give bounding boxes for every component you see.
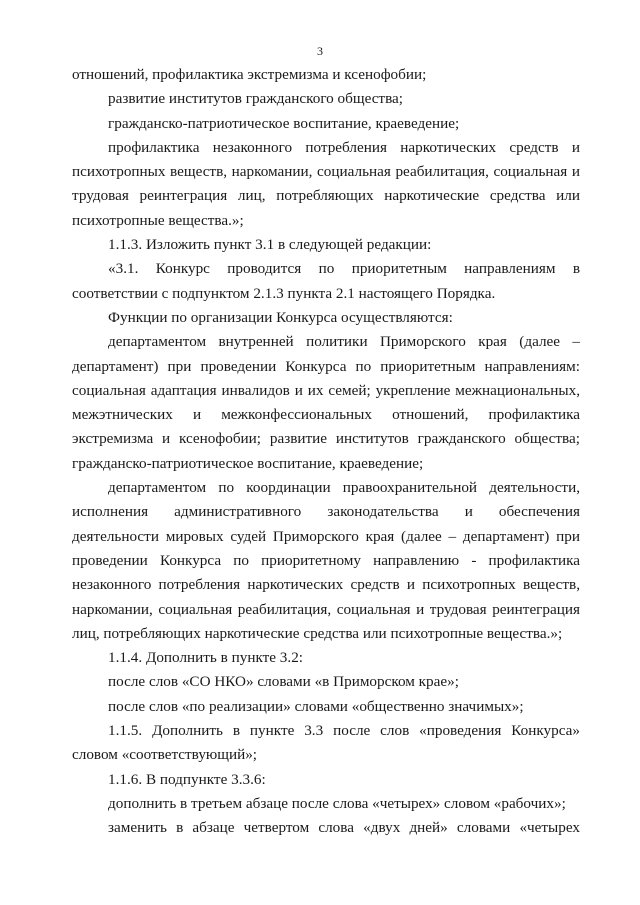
paragraph-14: 1.1.6. В подпункте 3.3.6: <box>108 770 266 788</box>
paragraph-13: 1.1.5. Дополнить в пункте 3.3 после слов «проведения Конкурса» словом «соответствующий»; <box>72 722 580 764</box>
paragraph-9: департаментом по координации правоохранительной деятельности, исполнения административного законодательства и обеспечения деятельности мировых судей Приморского края (далее – департамент) при проведении Конкурса по приоритетному направлению - профилактика незаконного потребления наркотических средств и психотропных веществ, наркомании, социальная реабилитация, социальная и трудовая реинтеграция лиц, потребляющих наркотические средства или психотропные вещества.»; <box>72 479 580 642</box>
paragraph-12: после слов «по реализации» словами «общественно значимых»; <box>108 697 524 715</box>
paragraph-6: «3.1. Конкурс проводится по приоритетным направлениям в соответствии с подпунктом 2.1.3 пункта 2.1 настоящего Порядка. <box>72 260 580 302</box>
page-number: 3 <box>317 44 323 58</box>
paragraph-1: отношений, профилактика экстремизма и ксенофобии; <box>72 66 427 83</box>
paragraph-4: профилактика незаконного потребления наркотических средств и психотропных веществ, наркомании, социальная реабилитация, социальная и трудовая реинтеграция лиц, потребляющих наркотические средства или психотропные вещества.»; <box>72 138 580 229</box>
paragraph-3: гражданско-патриотическое воспитание, краеведение; <box>108 114 460 132</box>
paragraph-11: после слов «СО НКО» словами «в Приморском крае»; <box>108 673 459 691</box>
paragraph-7: Функции по организации Конкурса осуществляются: <box>108 308 453 326</box>
document-body <box>72 63 580 841</box>
paragraph-10: 1.1.4. Дополнить в пункте 3.2: <box>108 649 304 667</box>
paragraph-2: развитие институтов гражданского общества; <box>108 90 404 108</box>
paragraph-15: дополнить в третьем абзаце после слова «четырех» словом «рабочих»; <box>108 794 566 812</box>
paragraph-16: заменить в абзаце четвертом слова «двух дней» словами «четырех <box>108 819 580 837</box>
paragraph-8: департаментом внутренней политики Приморского края (далее – департамент) при проведении Конкурса по приоритетным направлениям: социальная адаптация инвалидов и их семей; укрепление межнациональных, межэтнических и межконфессиональных отношений, профилактика экстремизма и ксенофобии; развитие институтов гражданского общества; гражданско-патриотическое воспитание, краеведение; <box>72 333 580 472</box>
paragraph-5: 1.1.3. Изложить пункт 3.1 в следующей редакции: <box>108 236 432 254</box>
